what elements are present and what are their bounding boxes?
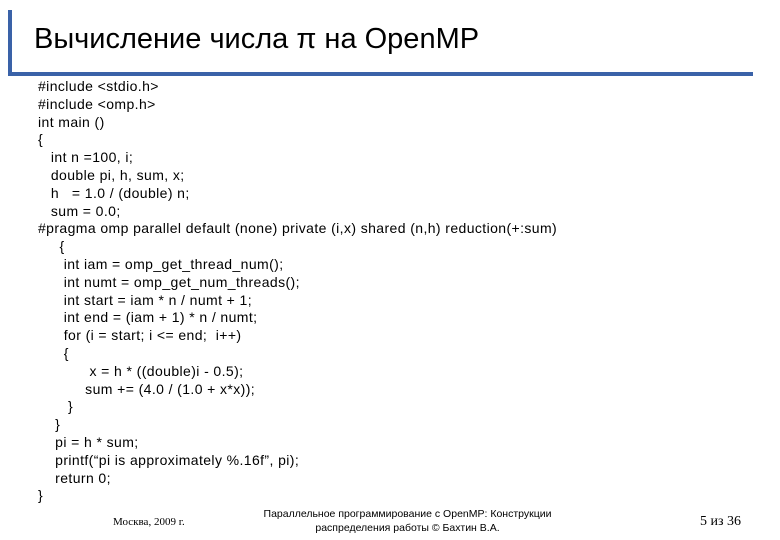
code-line: int numt = omp_get_num_threads(); xyxy=(38,273,300,290)
code-line: printf(“pi is approximately %.16f”, pi); xyxy=(38,451,300,468)
footer-course-line-1: Параллельное программирование с OpenMP: Конструкции xyxy=(263,508,552,520)
footer-course-title xyxy=(230,507,585,535)
code-line: int iam = omp_get_thread_num(); xyxy=(38,255,284,272)
title-left-bar xyxy=(8,10,12,76)
code-line: pi = h * sum; xyxy=(38,433,139,450)
code-line: int n =100, i; xyxy=(38,149,134,166)
footer-course-line-2: распределения работы © Бахтин В.А. xyxy=(315,522,500,534)
code-line: double pi, h, sum, x; xyxy=(38,166,185,183)
code-line: { xyxy=(38,344,69,361)
code-line: sum = 0.0; xyxy=(38,202,121,219)
code-line: #include <stdio.h> xyxy=(38,78,159,94)
code-line: h = 1.0 / (double) n; xyxy=(38,184,190,201)
code-line: int main () xyxy=(38,113,105,130)
code-line: x = h * ((double)i - 0.5); xyxy=(38,362,244,379)
page-number: 5 из 36 xyxy=(700,514,742,529)
code-line: { xyxy=(38,131,44,148)
code-listing xyxy=(38,78,557,505)
code-line: int start = iam * n / numt + 1; xyxy=(38,291,252,308)
code-line: } xyxy=(38,416,61,433)
code-line: } xyxy=(38,398,74,415)
code-line: int end = (iam + 1) * n / numt; xyxy=(38,309,258,326)
code-line: #pragma omp parallel default (none) private (i,x) shared (n,h) reduction(+:sum) xyxy=(38,220,558,237)
code-line: for (i = start; i <= end; i++) xyxy=(38,327,242,344)
code-line: } xyxy=(38,487,44,504)
code-line: sum += (4.0 / (1.0 + x*x)); xyxy=(38,380,256,397)
code-line: { xyxy=(38,238,65,255)
code-line: return 0; xyxy=(38,469,111,486)
code-line: #include <omp.h> xyxy=(38,95,156,112)
slide-title: Вычисление числа π на OpenMP xyxy=(34,23,480,55)
title-underline xyxy=(8,72,753,76)
footer-location-date: Москва, 2009 г. xyxy=(113,516,185,528)
